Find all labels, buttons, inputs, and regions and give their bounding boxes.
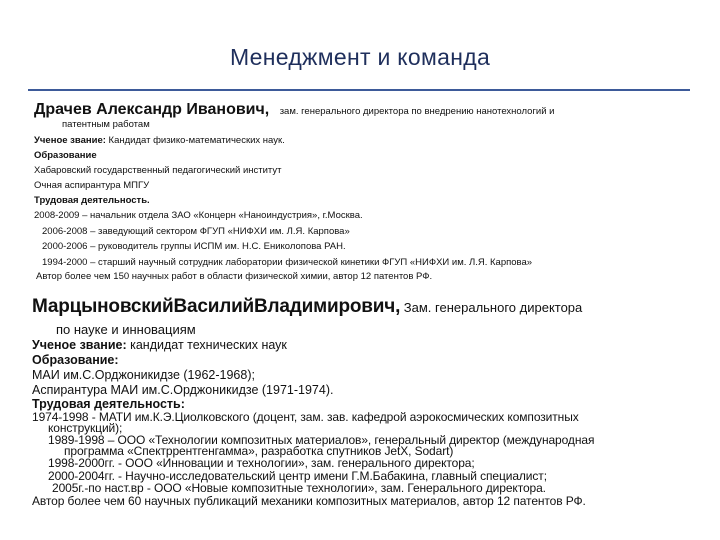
slide-title: Менеджмент и команда (229, 44, 491, 70)
person1-degree-value: Кандидат физико-математических наук. (105, 135, 285, 146)
person1-degree (34, 134, 285, 147)
person2-education-item: МАИ им.С.Орджоникидзе (1962-1968); (32, 368, 255, 382)
person2-summary: Автор более чем 60 научных публикаций механики композитных материалов, автор 12 патентов РФ. (32, 494, 586, 508)
person1-education-item: Очная аспирантура МПГУ (34, 180, 150, 191)
person1-degree-label: Ученое звание: (34, 135, 106, 146)
person1-position: зам. генерального директора по внедрению нанотехнологий и (279, 106, 555, 117)
person2-work-heading: Трудовая деятельность: (32, 397, 185, 411)
person2-education-heading: Образование: (32, 353, 119, 367)
person1-summary: Автор более чем 150 научных работ в области физической химии, автор 12 патентов РФ. (36, 271, 433, 282)
person2-work-item: 1974-1998 - МАТИ им.К.Э.Циолковского (доцент, зам. зав. кафедрой аэрокосмических композитных (32, 410, 579, 424)
person2-education-item: Аспирантура МАИ им.С.Орджоникидзе (1971-1974). (32, 383, 334, 397)
person1-education-item: Хабаровский государственный педагогический институт (34, 165, 282, 176)
person1-work-heading: Трудовая деятельность. (34, 195, 150, 206)
person2-work-item: программа «Спектррентгенгамма», разработка спутников JetX, Sodart) (64, 444, 454, 458)
person2-position: Зам. генерального директора (400, 300, 583, 315)
person2-degree-value: кандидат технических наук (126, 338, 287, 352)
person1-education-heading: Образование (34, 150, 97, 161)
person1-work-item: 1994-2000 – старший научный сотрудник лаборатории физической кинетики ФГУП «НИФХИ им. Л.Я. Карпова» (42, 257, 533, 268)
person1-position-cont: патентным работам (62, 119, 150, 130)
person1-work-item: 2000-2006 – руководитель группы ИСПМ им. Н.С. Ениколопова РАН. (42, 241, 346, 252)
person2-name: МарцыновскийВасилийВладимирович, (32, 296, 401, 317)
person2-work-item: 1998-2000гг. - ООО «Инновации и технологии», зам. генерального директора; (48, 456, 475, 470)
person2-degree (32, 338, 287, 352)
person1-work-item: 2006-2008 – заведующий сектором ФГУП «НИФХИ им. Л.Я. Карпова» (42, 226, 350, 237)
person2-work-item: 1989-1998 – ООО «Технологии композитных материалов», генеральный директор (международная (48, 433, 595, 447)
person2-work-item: конструкций); (48, 421, 123, 435)
person2-header (32, 296, 582, 318)
title-divider (28, 89, 690, 91)
person2-work-item: 2000-2004гг. - Научно-исследовательский центр имени Г.М.Бабакина, главный специалист; (48, 469, 547, 483)
person1-work-item: 2008-2009 – начальник отдела ЗАО «Концерн «Наноиндустрия», г.Москва. (34, 210, 363, 221)
person1-header (34, 101, 554, 119)
person2-work-item: 2005г.-по наст.вр - ООО «Новые композитные технологии», зам. Генерального директора. (52, 481, 546, 495)
person2-degree-label: Ученое звание: (32, 338, 127, 352)
person1-name: Драчев Александр Иванович, (34, 101, 270, 118)
person2-position-cont: по науке и инновациям (56, 322, 196, 337)
